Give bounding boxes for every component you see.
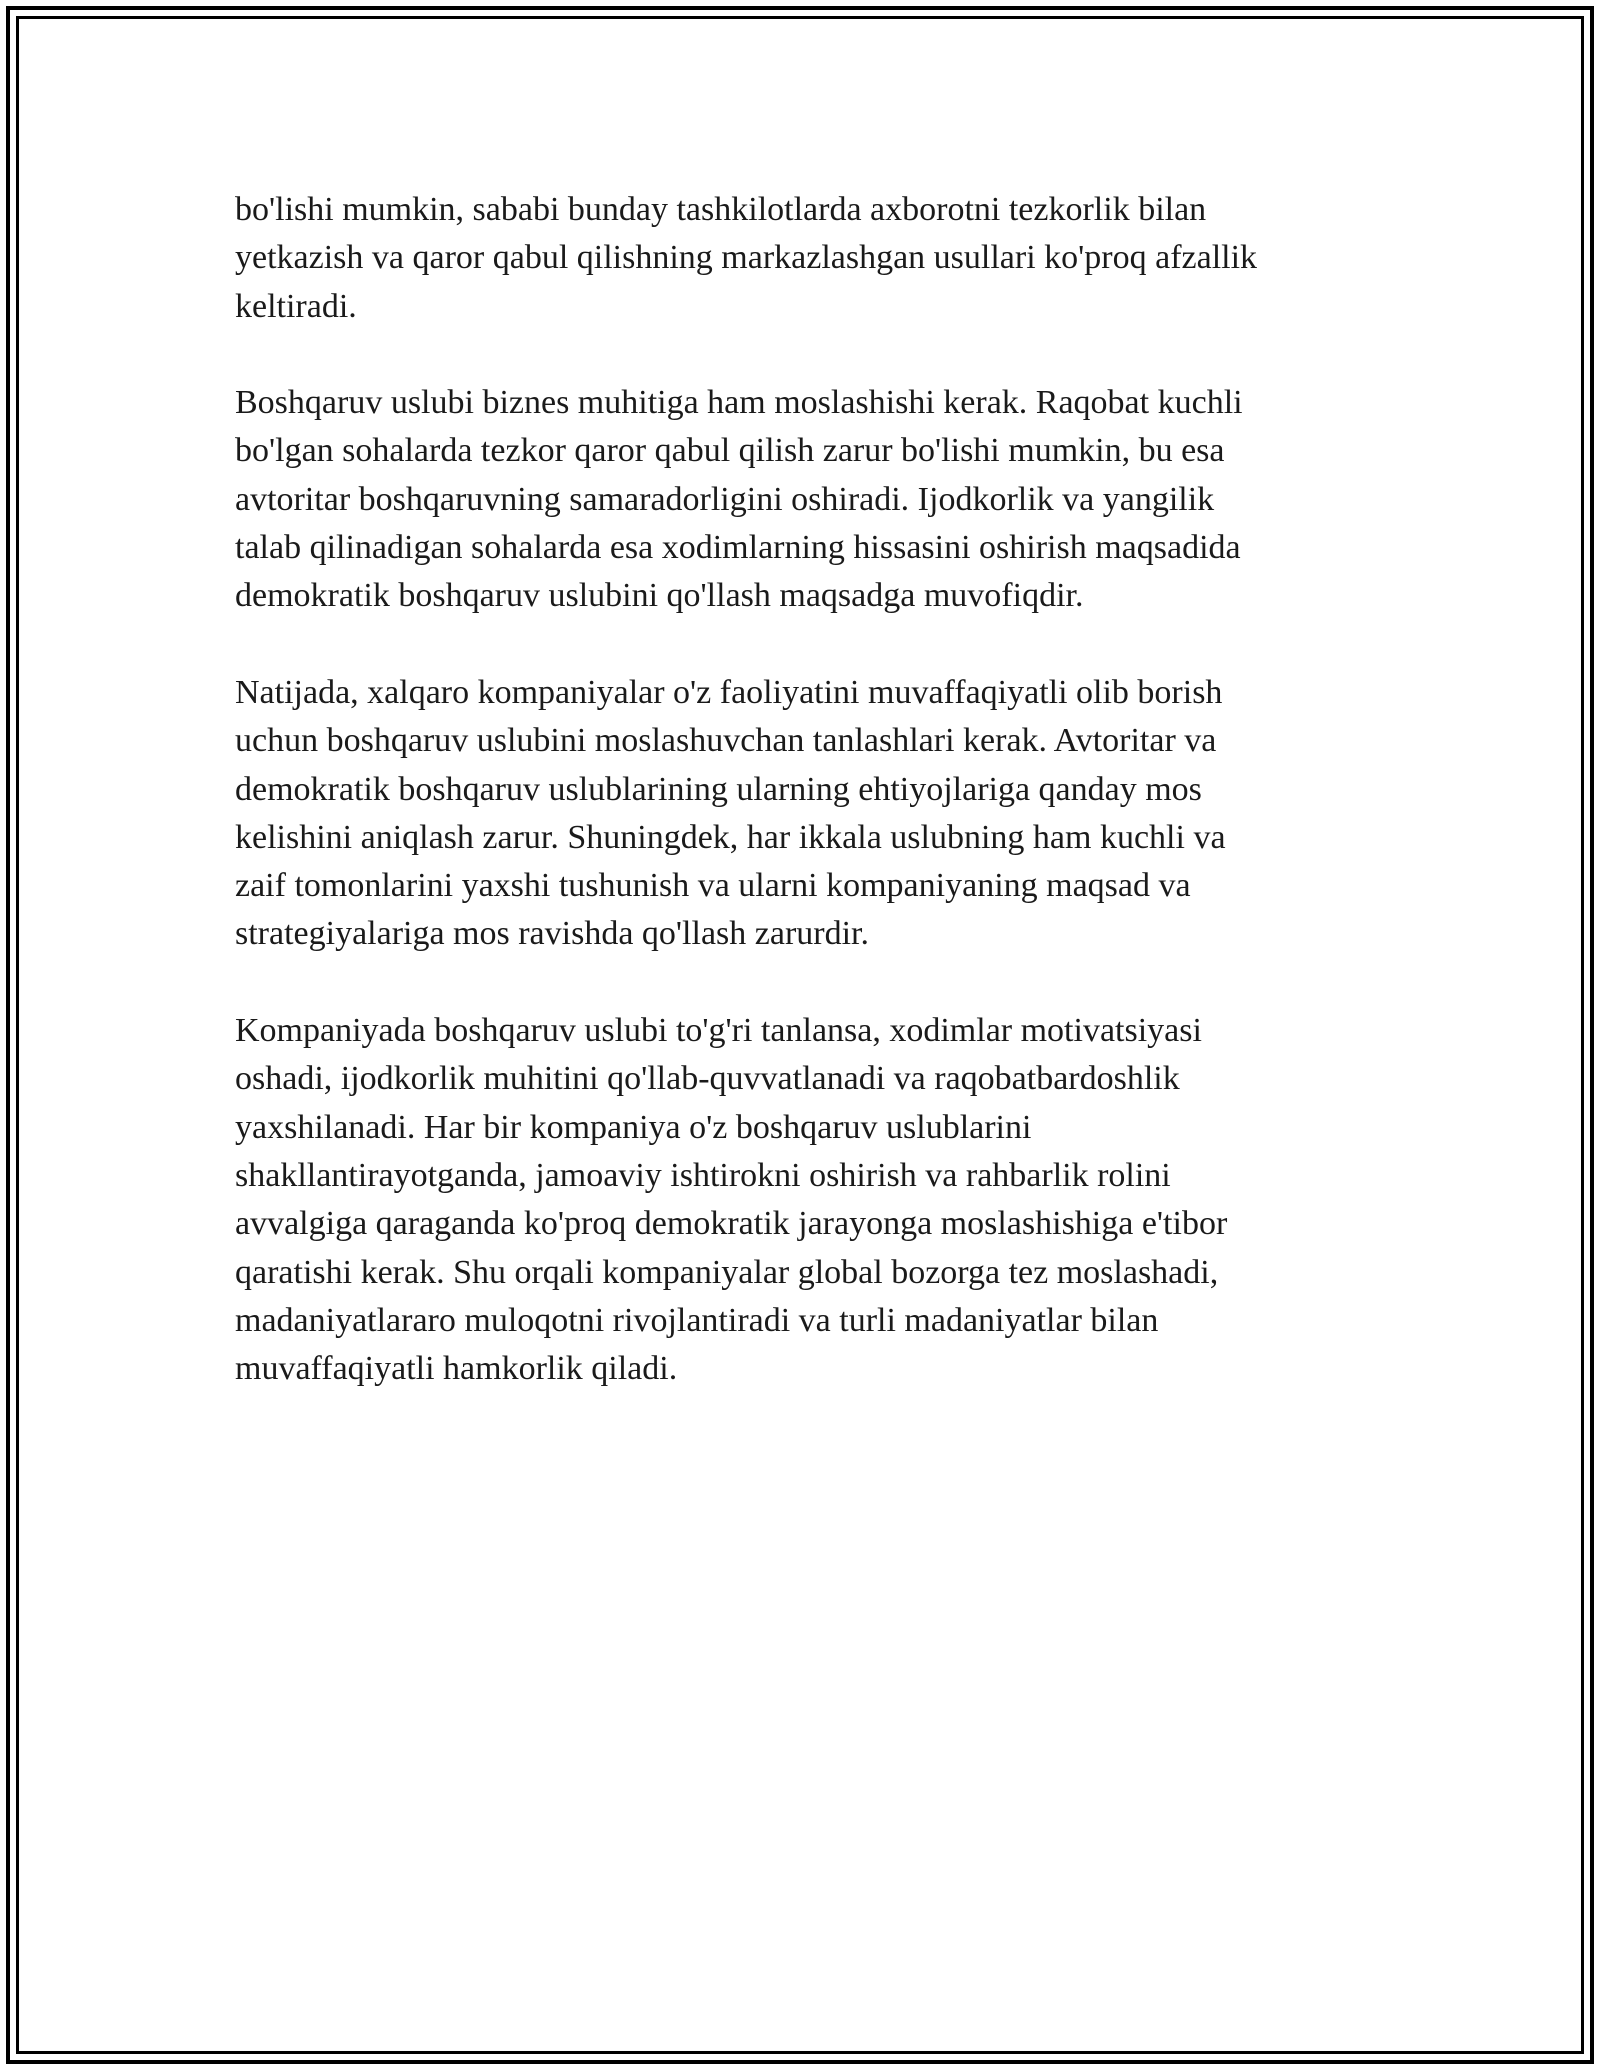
document-body [235,186,1365,1442]
paragraph-4: Kompaniyada boshqaruv uslubi to'g'ri tanlansa, xodimlar motivatsiyasi oshadi, ijodkorlik muhitini qo'llab-quvvatlanadi va raqobatbardoshlik yaxshilanadi. Har bir kompaniya o'z boshqaruv uslublarini shakllantirayotganda, jamoaviy ishtirokni oshirish va rahbarlik rolini avvalgiga qaraganda ko'proq demokratik jarayonga moslashishiga e'tibor qaratishi kerak. Shu orqali kompaniyalar global bozorga tez moslashadi, madaniyatlararo muloqotni rivojlantiradi va turli madaniyatlar bilan muvaffaqiyatli hamkorlik qiladi. [235,1012,1228,1388]
paragraph-2: Boshqaruv uslubi biznes muhitiga ham moslashishi kerak. Raqobat kuchli bo'lgan sohalarda tezkor qaror qabul qilish zarur bo'lishi mumkin, bu esa avtoritar boshqaruvning samaradorligini oshiradi. Ijodkorlik va yangilik talab qilinadigan sohalarda esa xodimlarning hissasini oshirish maqsadida demokratik boshqaruv uslubini qo'llash maqsadga muvofiqdir. [235,384,1243,615]
paragraph-3: Natijada, xalqaro kompaniyalar o'z faoliyatini muvaffaqiyatli olib borish uchun boshqaruv uslubini moslashuvchan tanlashlari kerak. Avtoritar va demokratik boshqaruv uslublarining ularning ehtiyojlariga qanday mos kelishini aniqlash zarur. Shuningdek, har ikkala uslubning ham kuchli va zaif tomonlarini yaxshi tushunish va ularni kompaniyaning maqsad va strategiyalariga mos ravishda qo'llash zarurdir. [235,673,1226,953]
paragraph-1: bo'lishi mumkin, sababi bunday tashkilotlarda axborotni tezkorlik bilan yetkazish va qaror qabul qilishning markazlashgan usullari ko'proq afzallik keltiradi. [235,191,1258,325]
